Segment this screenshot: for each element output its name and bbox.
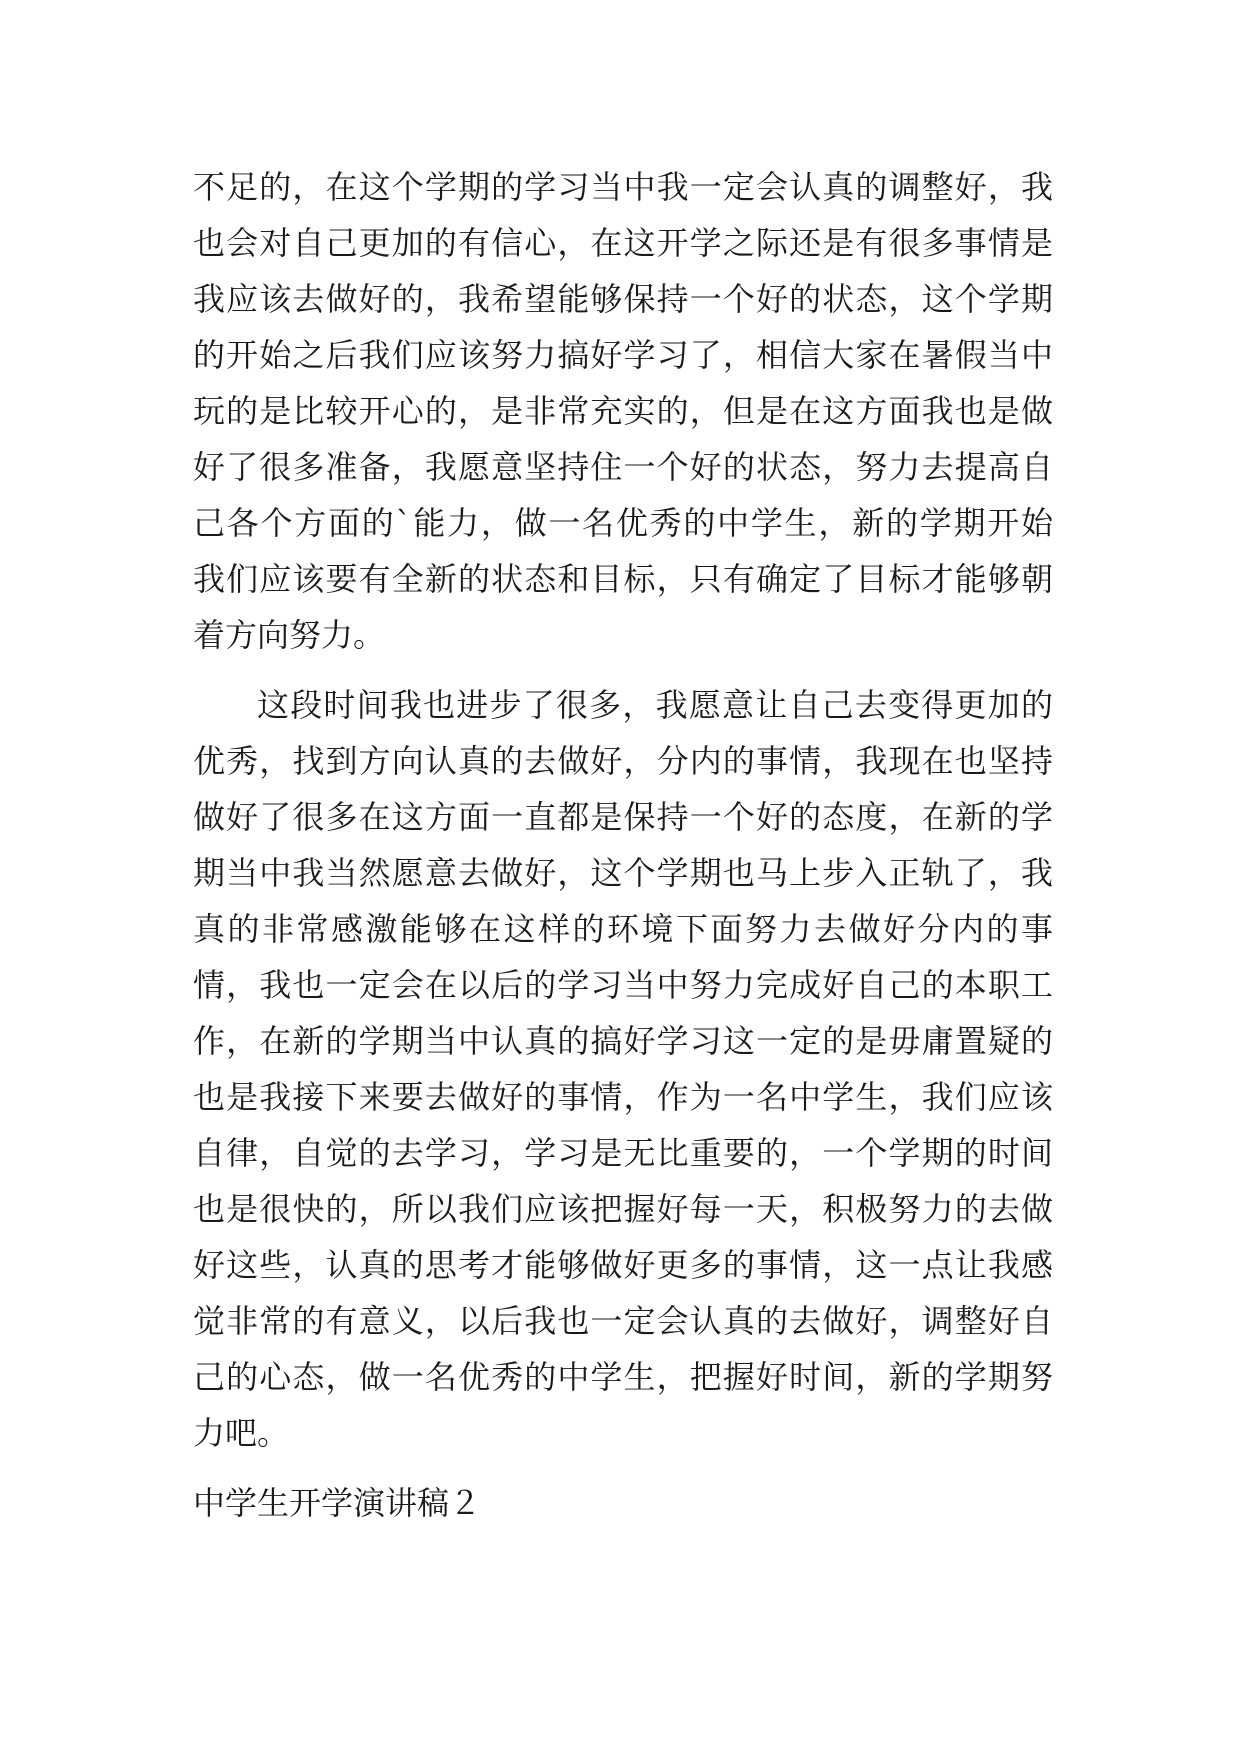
paragraph-line: 玩的是比较开心的，是非常充实的，但是在这方面我也是做 (193, 392, 1053, 430)
paragraph-line: 觉非常的有意义，以后我也一定会认真的去做好，调整好自 (193, 1302, 1053, 1340)
paragraph-line: 着方向努力。 (193, 616, 386, 654)
paragraph-line: 也会对自己更加的有信心，在这开学之际还是有很多事情是 (193, 224, 1053, 262)
paragraph-line: 作，在新的学期当中认真的搞好学习这一定的是毋庸置疑的 (193, 1022, 1053, 1060)
paragraph-line: 好了很多准备，我愿意坚持住一个好的状态，努力去提高自 (193, 448, 1053, 486)
paragraph-line: 期当中我当然愿意去做好，这个学期也马上步入正轨了，我 (193, 854, 1053, 892)
paragraph-line: 好这些，认真的思考才能够做好更多的事情，这一点让我感 (193, 1246, 1053, 1284)
paragraph-line: 己的心态，做一名优秀的中学生，把握好时间，新的学期努 (193, 1358, 1053, 1396)
paragraph-line: 真的非常感激能够在这样的环境下面努力去做好分内的事 (193, 910, 1053, 948)
paragraph-line: 不足的，在这个学期的学习当中我一定会认真的调整好，我 (193, 168, 1053, 206)
paragraph-line: 优秀，找到方向认真的去做好，分内的事情，我现在也坚持 (193, 742, 1053, 780)
paragraph-line: 情，我也一定会在以后的学习当中努力完成好自己的本职工 (193, 966, 1053, 1004)
paragraph-line: 己各个方面的`能力，做一名优秀的中学生，新的学期开始 (193, 504, 1053, 542)
paragraph-line: 做好了很多在这方面一直都是保持一个好的态度，在新的学 (193, 798, 1053, 836)
section-heading: 中学生开学演讲稿２ (193, 1484, 482, 1522)
paragraph-line: 的开始之后我们应该努力搞好学习了，相信大家在暑假当中 (193, 336, 1053, 374)
paragraph-line: 也是很快的，所以我们应该把握好每一天，积极努力的去做 (193, 1190, 1053, 1228)
paragraph-line: 我们应该要有全新的状态和目标，只有确定了目标才能够朝 (193, 560, 1053, 598)
paragraph-line: 我应该去做好的，我希望能够保持一个好的状态，这个学期 (193, 280, 1053, 318)
paragraph-line: 也是我接下来要去做好的事情，作为一名中学生，我们应该 (193, 1078, 1053, 1116)
paragraph-line: 力吧。 (193, 1414, 290, 1452)
paragraph-line: 自律，自觉的去学习，学习是无比重要的，一个学期的时间 (193, 1134, 1053, 1172)
paragraph-line: 这段时间我也进步了很多，我愿意让自己去变得更加的 (257, 686, 1053, 724)
